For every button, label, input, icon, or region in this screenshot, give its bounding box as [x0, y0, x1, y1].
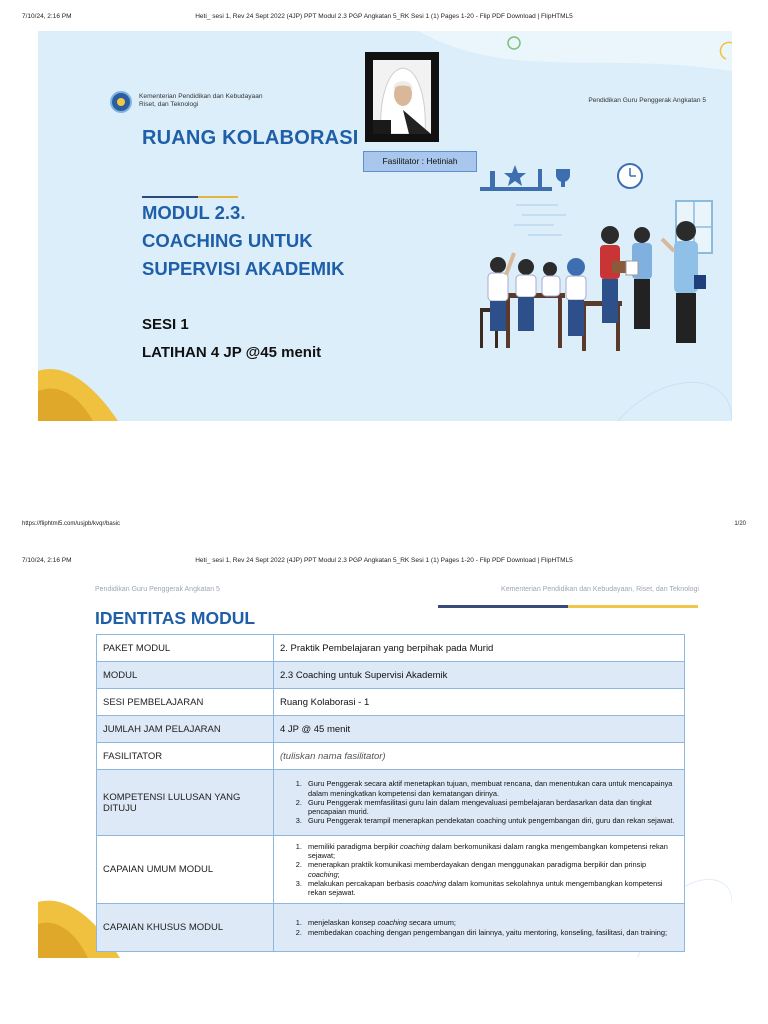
row-value: 4 JP @ 45 menit	[274, 716, 685, 743]
print-doc-title: Heti_ sesi 1, Rev 24 Sept 2022 (4JP) PPT Modul 2.3 PGP Angkatan 5_RK Sesi 1 (1) Pages 1-20 - Flip PDF Download | FlipHTML5	[195, 13, 573, 20]
list-item: 1. Guru Penggerak secara aktif menetapkan tujuan, membuat rencana, dan menentukan cara untuk mencapainya dalam meningkatkan kompetensi dan kematangan dirinya.	[304, 779, 678, 797]
row-key: PAKET MODUL	[97, 635, 274, 662]
module-title-line-1: MODUL 2.3.	[142, 202, 246, 223]
facilitator-label: Fasilitator : Hetiniah	[363, 151, 477, 172]
module-identity-table	[96, 634, 685, 952]
table-row	[97, 743, 685, 770]
list-item: 3. melakukan percakapan berbasis coaching dalam komunitas sekolahnya untuk mengembangkan kompetensi rekan sejawat.	[304, 879, 678, 897]
session-info	[142, 311, 321, 367]
table-row	[97, 662, 685, 689]
row-key: CAPAIAN KHUSUS MODUL	[97, 904, 274, 952]
module-title-line-3: SUPERVISI AKADEMIK	[142, 258, 345, 279]
print-doc-title: Heti_ sesi 1, Rev 24 Sept 2022 (4JP) PPT Modul 2.3 PGP Angkatan 5_RK Sesi 1 (1) Pages 1-20 - Flip PDF Download | FlipHTML5	[195, 557, 573, 564]
print-url: https://fliphtml5.com/usjpb/kvqr/basic	[22, 521, 121, 527]
row-value	[274, 770, 685, 836]
row-value: (tuliskan nama fasilitator)	[274, 743, 685, 770]
table-row	[97, 904, 685, 952]
ministry-line-1: Kementerian Pendidikan dan Kebudayaan	[139, 93, 263, 100]
ministry-name	[139, 93, 263, 109]
kompetensi-list	[280, 779, 678, 825]
row-value: 2.3 Coaching untuk Supervisi Akademik	[274, 662, 685, 689]
slide-title: RUANG KOLABORASI	[142, 127, 359, 149]
capaian-khusus-list	[280, 918, 678, 936]
row-value: Ruang Kolaborasi - 1	[274, 689, 685, 716]
session-duration: LATIHAN 4 JP @45 menit	[142, 344, 322, 361]
portrait-image	[373, 60, 431, 134]
row-value: 2. Praktik Pembelajaran yang berpihak pada Murid	[274, 635, 685, 662]
capaian-umum-list	[280, 842, 678, 897]
table-row	[97, 716, 685, 743]
print-page-number: 1/20	[734, 521, 746, 527]
row-key: SESI PEMBELAJARAN	[97, 689, 274, 716]
tut-wuri-handayani-logo	[110, 91, 132, 113]
slide-title: IDENTITAS MODUL	[95, 608, 256, 628]
row-key: MODUL	[97, 662, 274, 689]
title-underline-accent	[198, 196, 238, 198]
classroom-illustration	[458, 143, 718, 358]
table-row	[97, 689, 685, 716]
row-value	[274, 904, 685, 952]
list-item: 2. Guru Penggerak memfasilitasi guru lain dalam mengevaluasi pembelajaran berdasarkan data dan tingkat pencapaian murid.	[304, 798, 678, 816]
slide-identitas-modul	[38, 572, 732, 958]
row-key: KOMPETENSI LULUSAN YANG DITUJU	[97, 770, 274, 836]
table-row	[97, 836, 685, 904]
table-row	[97, 770, 685, 836]
header-bar-navy	[438, 605, 568, 608]
print-datetime: 7/10/24, 2:16 PM	[22, 557, 72, 564]
program-name: Pendidikan Guru Penggerak Angkatan 5	[588, 97, 706, 104]
module-title-line-2: COACHING UNTUK	[142, 230, 313, 251]
list-item: 2. menerapkan praktik komunikasi memberdayakan dengan menggunakan paradigma berpikir dan prinsip coaching;	[304, 860, 678, 878]
program-name: Pendidikan Guru Penggerak Angkatan 5	[95, 586, 220, 593]
session-number: SESI 1	[142, 316, 189, 333]
slide-cover	[38, 31, 732, 421]
print-datetime: 7/10/24, 2:16 PM	[22, 13, 72, 20]
table-row	[97, 635, 685, 662]
ministry-name: Kementerian Pendidikan dan Kebudayaan, Riset, dan Teknologi	[501, 586, 699, 593]
row-key: JUMLAH JAM PELAJARAN	[97, 716, 274, 743]
list-item: 1. menjelaskan konsep coaching secara umum;	[304, 918, 678, 927]
ministry-line-2: Riset, dan Teknologi	[139, 101, 199, 108]
row-value	[274, 836, 685, 904]
list-item: 2. membedakan coaching dengan pengembangan diri lainnya, yaitu mentoring, konseling, fasilitasi, dan training;	[304, 928, 678, 937]
module-title	[142, 199, 345, 283]
list-item: 3. Guru Penggerak terampil menerapkan pendekatan coaching untuk pengembangan diri, guru dan rekan sejawat.	[304, 816, 678, 825]
facilitator-photo	[365, 52, 439, 142]
list-item: 1. memiliki paradigma berpikir coaching dalam berkomunikasi dalam rangka mengembangkan kompetensi rekan sejawat;	[304, 842, 678, 860]
header-bar-yellow	[568, 605, 698, 608]
row-key: CAPAIAN UMUM MODUL	[97, 836, 274, 904]
row-key: FASILITATOR	[97, 743, 274, 770]
